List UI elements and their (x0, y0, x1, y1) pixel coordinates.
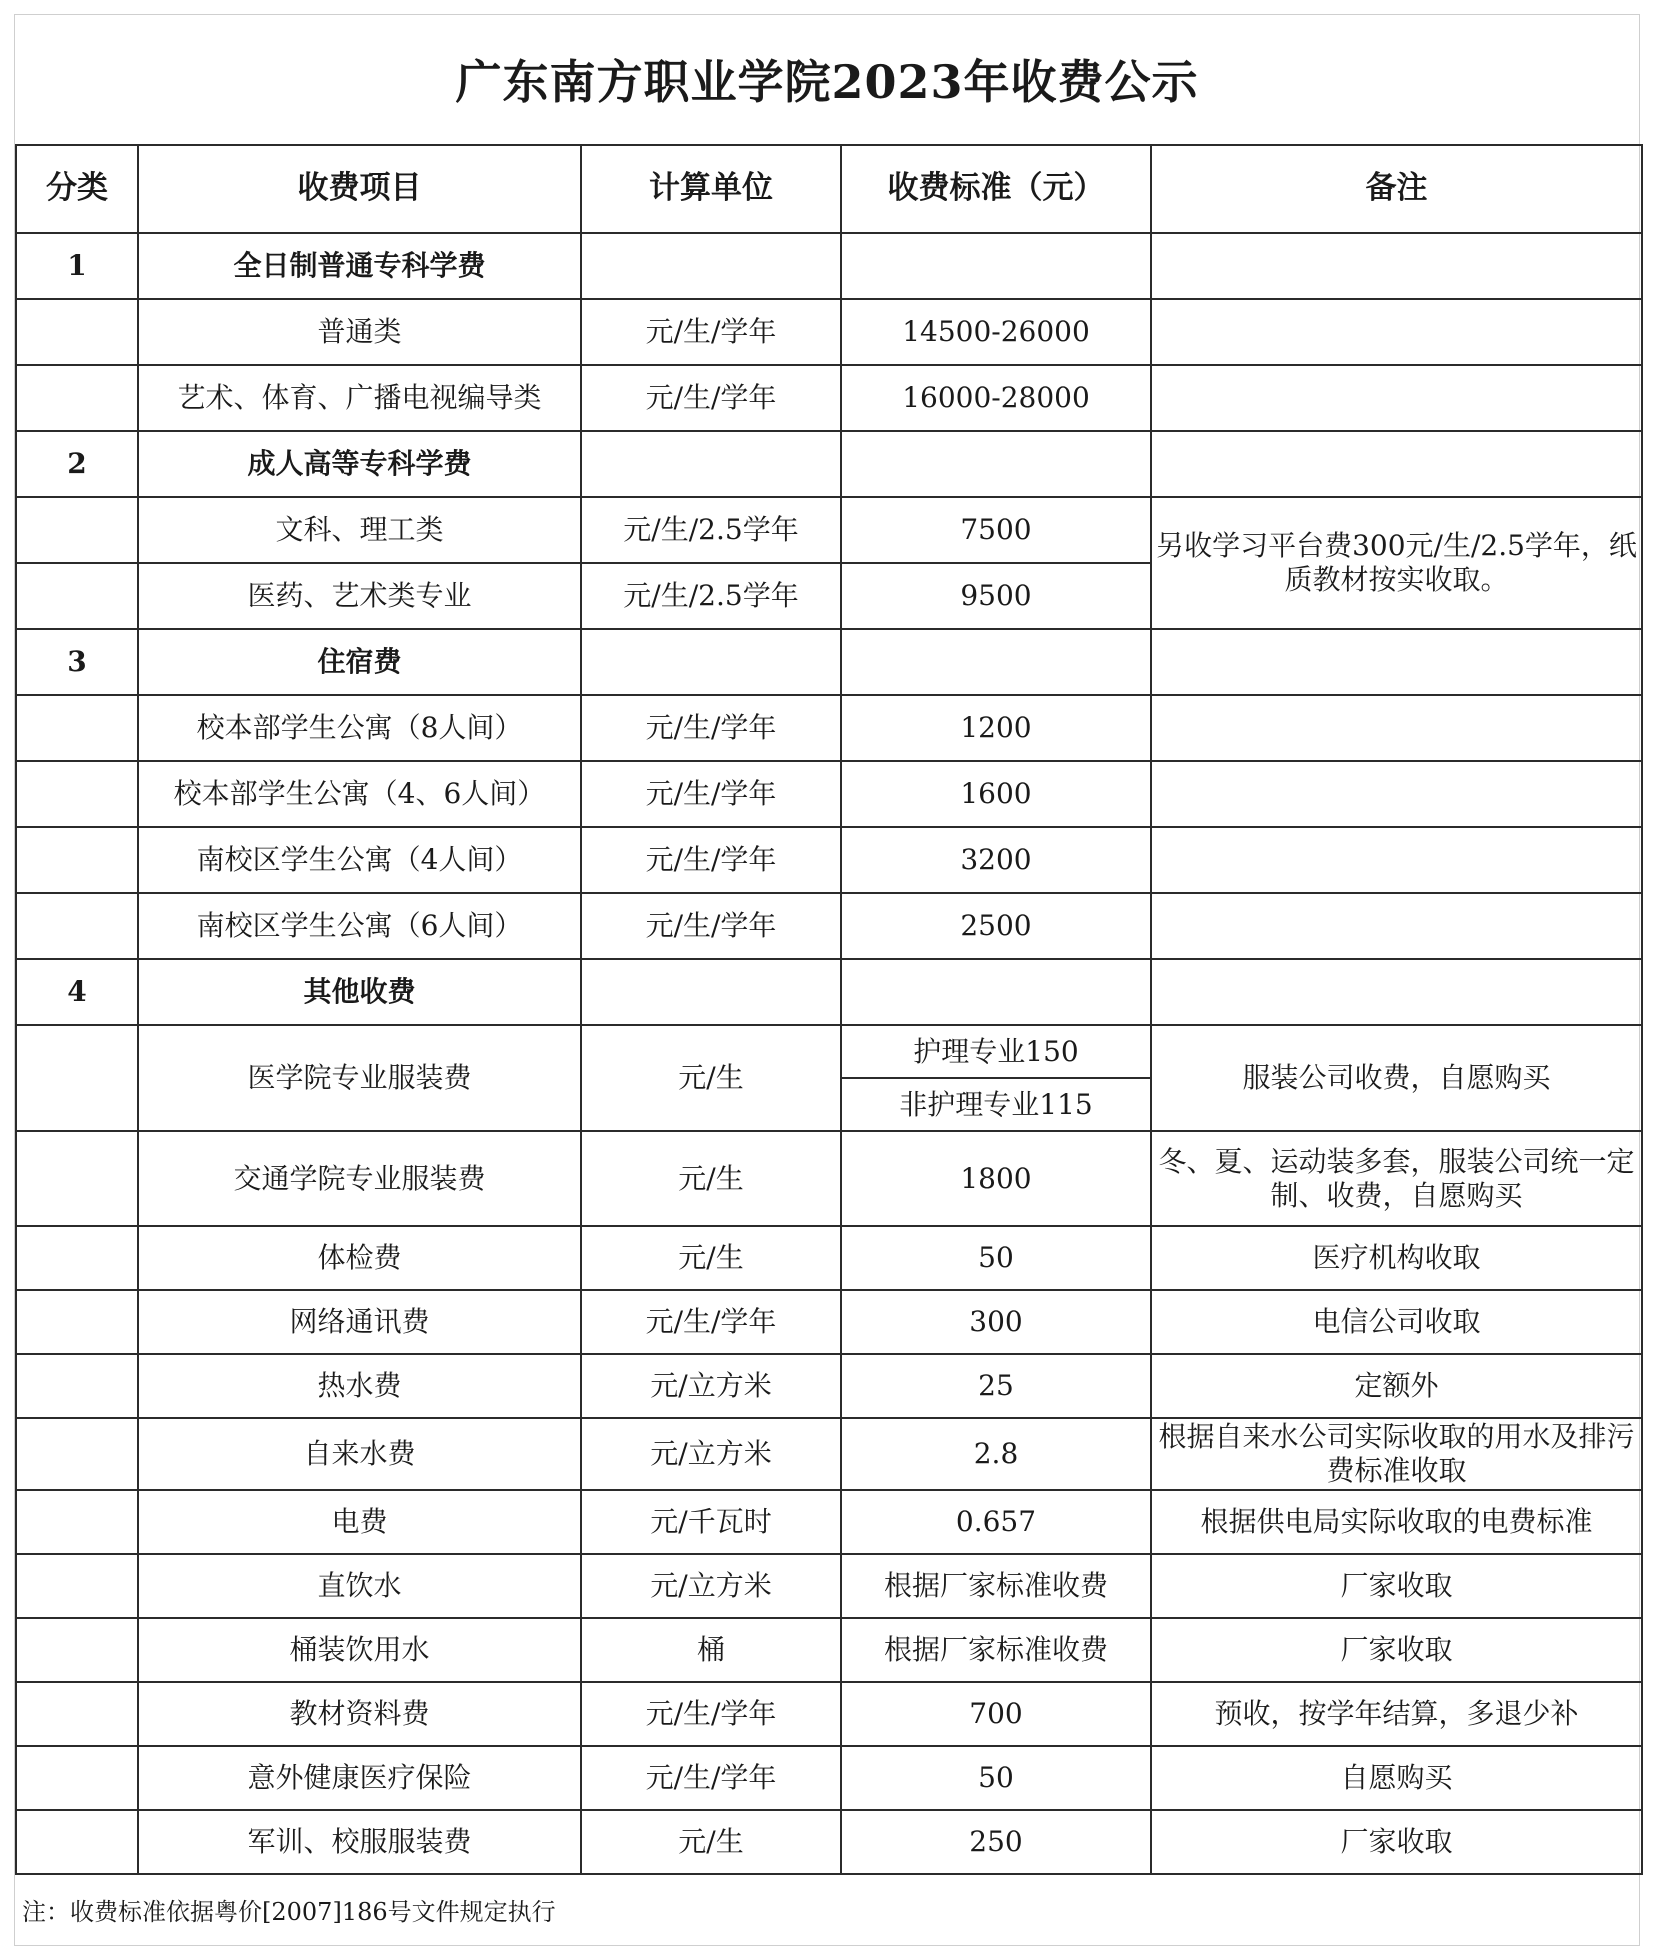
category-name: 全日制普通专科学费 (138, 233, 581, 299)
note-cell: 预收，按学年结算，多退少补 (1151, 1682, 1642, 1746)
empty-cell (16, 893, 138, 959)
category-number: 1 (16, 233, 138, 299)
empty-cell (841, 629, 1151, 695)
fee-cell: 根据厂家标准收费 (841, 1618, 1151, 1682)
unit-cell: 元/生 (581, 1810, 841, 1874)
table-row (16, 1682, 1642, 1746)
note-cell: 自愿购买 (1151, 1746, 1642, 1810)
empty-cell (16, 1618, 138, 1682)
empty-cell (841, 233, 1151, 299)
item-cell: 体检费 (138, 1226, 581, 1290)
note-cell: 厂家收取 (1151, 1618, 1642, 1682)
header-note: 备注 (1151, 145, 1642, 233)
table-row (16, 1418, 1642, 1490)
fee-cell: 50 (841, 1226, 1151, 1290)
empty-cell (581, 233, 841, 299)
item-cell: 文科、理工类 (138, 497, 581, 563)
fee-cell: 1200 (841, 695, 1151, 761)
header-category: 分类 (16, 145, 138, 233)
category-number: 4 (16, 959, 138, 1025)
category-row (16, 431, 1642, 497)
unit-cell: 元/生 (581, 1226, 841, 1290)
note-cell: 服装公司收费，自愿购买 (1151, 1025, 1642, 1131)
unit-cell: 元/生/学年 (581, 761, 841, 827)
note-cell: 根据供电局实际收取的电费标准 (1151, 1490, 1642, 1554)
footnote: 注：收费标准依据粤价[2007]186号文件规定执行 (22, 1898, 556, 1926)
note-cell: 电信公司收取 (1151, 1290, 1642, 1354)
category-number: 2 (16, 431, 138, 497)
item-cell: 医学院专业服装费 (138, 1025, 581, 1131)
table-row (16, 1025, 1642, 1131)
fee-cell: 700 (841, 1682, 1151, 1746)
header-row (16, 145, 1642, 233)
empty-cell (16, 1131, 138, 1226)
empty-cell (1151, 365, 1642, 431)
unit-cell: 元/生/学年 (581, 827, 841, 893)
fee-cell: 300 (841, 1290, 1151, 1354)
category-number: 3 (16, 629, 138, 695)
item-cell: 电费 (138, 1490, 581, 1554)
fee-cell: 250 (841, 1810, 1151, 1874)
unit-cell: 元/立方米 (581, 1354, 841, 1418)
fee-nursing: 护理专业150 (842, 1026, 1150, 1079)
empty-cell (1151, 431, 1642, 497)
empty-cell (16, 1554, 138, 1618)
page-title: 广东南方职业学院2023年收费公示 (455, 55, 1199, 109)
table-row (16, 1290, 1642, 1354)
item-cell: 自来水费 (138, 1418, 581, 1490)
empty-cell (16, 827, 138, 893)
fee-cell: 1600 (841, 761, 1151, 827)
header-unit: 计算单位 (581, 145, 841, 233)
empty-cell (16, 1418, 138, 1490)
empty-cell (16, 1354, 138, 1418)
unit-cell: 元/千瓦时 (581, 1490, 841, 1554)
empty-cell (16, 1490, 138, 1554)
unit-cell: 桶 (581, 1618, 841, 1682)
unit-cell: 元/生/学年 (581, 1682, 841, 1746)
item-cell: 校本部学生公寓（4、6人间） (138, 761, 581, 827)
empty-cell (1151, 827, 1642, 893)
item-cell: 意外健康医疗保险 (138, 1746, 581, 1810)
unit-cell: 元/立方米 (581, 1418, 841, 1490)
unit-cell: 元/生 (581, 1131, 841, 1226)
empty-cell (16, 1746, 138, 1810)
fee-split (842, 1026, 1150, 1130)
category-row (16, 959, 1642, 1025)
item-cell: 普通类 (138, 299, 581, 365)
unit-cell: 元/生/学年 (581, 893, 841, 959)
fee-cell: 25 (841, 1354, 1151, 1418)
table-row (16, 1354, 1642, 1418)
item-cell: 军训、校服服装费 (138, 1810, 581, 1874)
category-name: 其他收费 (138, 959, 581, 1025)
empty-cell (16, 365, 138, 431)
empty-cell (16, 1810, 138, 1874)
item-cell: 艺术、体育、广播电视编导类 (138, 365, 581, 431)
item-cell: 南校区学生公寓（6人间） (138, 893, 581, 959)
fee-cell: 50 (841, 1746, 1151, 1810)
table-row (16, 299, 1642, 365)
empty-cell (16, 1290, 138, 1354)
note-cell: 厂家收取 (1151, 1810, 1642, 1874)
fee-cell: 2500 (841, 893, 1151, 959)
item-cell: 医药、艺术类专业 (138, 563, 581, 629)
empty-cell (581, 629, 841, 695)
unit-cell: 元/生/学年 (581, 1290, 841, 1354)
item-cell: 网络通讯费 (138, 1290, 581, 1354)
empty-cell (1151, 629, 1642, 695)
table-row (16, 1554, 1642, 1618)
table-row (16, 893, 1642, 959)
item-cell: 教材资料费 (138, 1682, 581, 1746)
empty-cell (16, 299, 138, 365)
item-cell: 南校区学生公寓（4人间） (138, 827, 581, 893)
table-row (16, 1490, 1642, 1554)
empty-cell (16, 761, 138, 827)
fee-cell: 14500-26000 (841, 299, 1151, 365)
item-cell: 直饮水 (138, 1554, 581, 1618)
table-row (16, 695, 1642, 761)
category-name: 住宿费 (138, 629, 581, 695)
item-cell: 交通学院专业服装费 (138, 1131, 581, 1226)
empty-cell (1151, 695, 1642, 761)
note-cell: 定额外 (1151, 1354, 1642, 1418)
unit-cell: 元/生/学年 (581, 299, 841, 365)
empty-cell (16, 1682, 138, 1746)
empty-cell (1151, 299, 1642, 365)
table-row (16, 497, 1642, 563)
fee-cell: 7500 (841, 497, 1151, 563)
fee-table (15, 144, 1643, 1875)
note-cell: 另收学习平台费300元/生/2.5学年，纸质教材按实收取。 (1151, 497, 1642, 629)
unit-cell: 元/生/2.5学年 (581, 563, 841, 629)
table-row (16, 1226, 1642, 1290)
unit-cell: 元/生/学年 (581, 365, 841, 431)
note-cell: 医疗机构收取 (1151, 1226, 1642, 1290)
fee-cell: 根据厂家标准收费 (841, 1554, 1151, 1618)
fee-cell: 9500 (841, 563, 1151, 629)
fee-cell: 2.8 (841, 1418, 1151, 1490)
category-row (16, 629, 1642, 695)
empty-cell (1151, 761, 1642, 827)
category-name: 成人高等专科学费 (138, 431, 581, 497)
unit-cell: 元/生/学年 (581, 1746, 841, 1810)
unit-cell: 元/生/2.5学年 (581, 497, 841, 563)
fee-cell: 16000-28000 (841, 365, 1151, 431)
item-cell: 桶装饮用水 (138, 1618, 581, 1682)
empty-cell (16, 563, 138, 629)
empty-cell (16, 497, 138, 563)
fee-cell: 3200 (841, 827, 1151, 893)
note-cell: 冬、夏、运动装多套，服装公司统一定制、收费，自愿购买 (1151, 1131, 1642, 1226)
table-row (16, 761, 1642, 827)
note-cell: 厂家收取 (1151, 1554, 1642, 1618)
table-row (16, 1618, 1642, 1682)
empty-cell (581, 431, 841, 497)
empty-cell (16, 695, 138, 761)
unit-cell: 元/生 (581, 1025, 841, 1131)
fee-non-nursing: 非护理专业115 (899, 1087, 1093, 1121)
table-row (16, 1746, 1642, 1810)
empty-cell (1151, 893, 1642, 959)
empty-cell (1151, 233, 1642, 299)
empty-cell (841, 431, 1151, 497)
table-row (16, 1810, 1642, 1874)
fee-cell: 0.657 (841, 1490, 1151, 1554)
header-item: 收费项目 (138, 145, 581, 233)
note-cell: 根据自来水公司实际收取的用水及排污费标准收取 (1151, 1418, 1642, 1490)
empty-cell (16, 1025, 138, 1131)
category-row (16, 233, 1642, 299)
item-cell: 校本部学生公寓（8人间） (138, 695, 581, 761)
empty-cell (16, 1226, 138, 1290)
unit-cell: 元/生/学年 (581, 695, 841, 761)
empty-cell (1151, 959, 1642, 1025)
item-cell: 热水费 (138, 1354, 581, 1418)
empty-cell (841, 959, 1151, 1025)
table-row (16, 1131, 1642, 1226)
fee-split-cell (841, 1025, 1151, 1131)
table-row (16, 365, 1642, 431)
fee-cell: 1800 (841, 1131, 1151, 1226)
table-row (16, 827, 1642, 893)
empty-cell (581, 959, 841, 1025)
unit-cell: 元/立方米 (581, 1554, 841, 1618)
header-fee: 收费标准（元） (841, 145, 1151, 233)
